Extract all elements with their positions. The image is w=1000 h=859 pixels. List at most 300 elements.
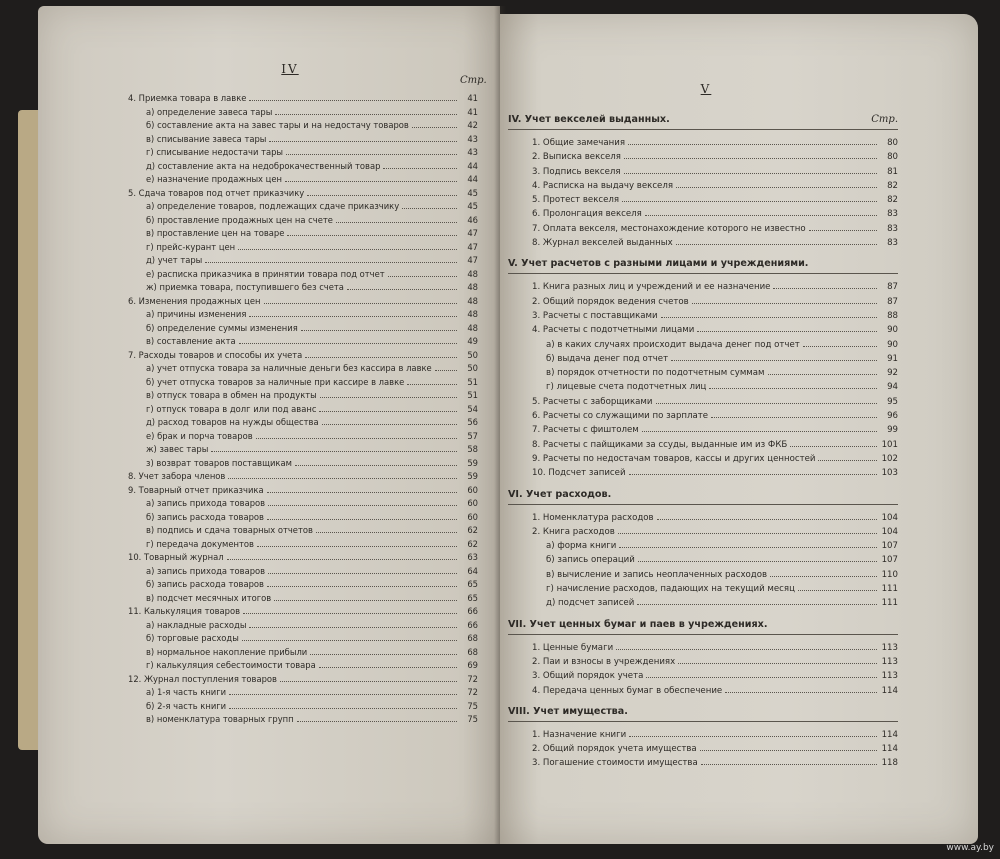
toc-entry — [128, 200, 478, 214]
toc-entry-title: 11. Калькуляция товаров — [128, 606, 241, 616]
toc-entry — [508, 207, 898, 221]
dot-leader — [238, 249, 457, 250]
dot-leader — [692, 303, 877, 304]
watermark: www.ay.by — [946, 843, 994, 853]
toc-entry-title: 2. Выписка векселя — [532, 152, 621, 163]
page-column-label: Стр. — [871, 114, 898, 125]
dot-leader — [803, 346, 877, 347]
toc-entry — [508, 236, 898, 250]
toc-entry — [508, 409, 898, 423]
toc-entry — [128, 578, 478, 592]
dot-leader — [211, 451, 457, 452]
toc-entry-page: 44 — [467, 160, 478, 171]
dot-leader — [711, 417, 877, 418]
toc-entry-title: 1. Общие замечания — [532, 138, 626, 148]
dot-leader — [628, 144, 877, 145]
dot-leader — [661, 317, 877, 318]
toc-entry-title: 8. Учет забора членов — [128, 471, 226, 481]
toc-entry — [508, 323, 898, 337]
toc-entry-title: в) порядок отчетности по подотчетным суммам — [546, 368, 765, 379]
dot-leader — [269, 141, 457, 142]
dot-leader — [268, 573, 457, 574]
toc-entry-title: а) запись прихода товаров — [146, 498, 266, 508]
dot-leader — [768, 374, 877, 375]
toc-entry — [128, 362, 478, 376]
toc-entry-page: 83 — [887, 238, 898, 249]
toc-entry — [508, 295, 898, 309]
toc-entry-title: 12. Журнал поступления товаров — [128, 673, 277, 684]
dot-leader — [656, 403, 877, 404]
toc-entry — [508, 136, 898, 150]
toc-entry-page: 80 — [887, 152, 898, 163]
toc-entry-page: 65 — [467, 592, 478, 603]
toc-entry — [508, 179, 898, 193]
dot-leader — [697, 331, 877, 332]
toc-entry-page: 113 — [881, 671, 898, 682]
dot-leader — [242, 640, 457, 641]
dot-leader — [319, 411, 457, 412]
toc-entry-page: 111 — [881, 584, 898, 595]
toc-entry-title: 3. Общий порядок учета — [532, 671, 644, 682]
toc-entry-page: 47 — [467, 255, 478, 265]
toc-entry-page: 99 — [887, 425, 898, 436]
toc-entry — [508, 568, 898, 582]
toc-entry-title: а) учет отпуска товара за наличные деньги без кассира в лавке — [146, 363, 432, 373]
dot-leader — [264, 303, 457, 304]
toc-entry — [508, 452, 898, 466]
toc-entry-title: а) запись прихода товаров — [146, 565, 266, 576]
section-rule — [508, 721, 898, 722]
toc-entry-title: 2. Общий порядок учета имущества — [532, 744, 697, 755]
dot-leader — [818, 460, 877, 461]
page-number-right: V — [700, 82, 712, 96]
toc-entry — [128, 335, 478, 349]
dot-leader — [678, 663, 877, 664]
section-title: VII. Учет ценных бумаг и паев в учреждениях. — [508, 618, 768, 630]
toc-entry — [128, 511, 478, 525]
dot-leader — [638, 561, 877, 562]
toc-entry-title: б) выдача денег под отчет — [546, 353, 669, 364]
toc-entry — [128, 281, 478, 295]
dot-leader — [319, 667, 457, 668]
dot-leader — [307, 195, 457, 196]
toc-entry-title: 3. Подпись векселя — [532, 166, 621, 177]
dot-leader — [637, 604, 877, 605]
toc-entry-title: 3. Погашение стоимости имущества — [532, 758, 698, 769]
toc-entry-title: 1. Номенклатура расходов — [532, 512, 654, 523]
toc-entry-title: в) нормальное накопление прибыли — [146, 646, 308, 657]
dot-leader — [267, 492, 457, 493]
toc-entry-page: 72 — [467, 673, 478, 684]
toc-entry — [128, 187, 478, 201]
toc-entry-title: а) 1-я часть книги — [146, 687, 227, 697]
toc-entry-page: 118 — [881, 758, 898, 769]
dot-leader — [322, 424, 457, 425]
toc-entry-page: 104 — [881, 512, 898, 523]
dot-leader — [618, 533, 877, 534]
toc-entry-page: 44 — [467, 174, 478, 184]
toc-entry-title: д) расход товаров на нужды общества — [146, 417, 319, 427]
toc-entry — [508, 641, 898, 655]
toc-entry-page: 60 — [467, 484, 478, 495]
toc-entry-page: 104 — [881, 526, 898, 537]
toc-entry-page: 91 — [887, 353, 898, 364]
toc-entry-page: 113 — [881, 642, 898, 653]
dot-leader — [624, 158, 877, 159]
dot-leader — [616, 649, 877, 650]
toc-entry-page: 114 — [881, 744, 898, 755]
section-heading — [508, 112, 898, 127]
toc-entry — [508, 669, 898, 683]
toc-entry — [508, 150, 898, 164]
dot-leader — [402, 208, 457, 209]
toc-entry-page: 75 — [467, 700, 478, 711]
section-rule — [508, 634, 898, 635]
dot-leader — [285, 181, 457, 182]
toc-list-right — [508, 106, 898, 771]
section-title: IV. Учет векселей выданных. — [508, 114, 670, 125]
toc-entry-title: а) причины изменения — [146, 309, 247, 319]
toc-entry-page: 101 — [881, 439, 898, 450]
toc-entry — [128, 524, 478, 538]
toc-entry — [128, 443, 478, 457]
toc-entry — [128, 403, 478, 417]
toc-entry-title: д) составление акта на недоброкачественный товар — [146, 160, 381, 171]
toc-entry-title: 8. Журнал векселей выданных — [532, 238, 673, 249]
toc-entry-title: 5. Сдача товаров под отчет приказчику — [128, 187, 305, 198]
toc-entry — [128, 565, 478, 579]
dot-leader — [229, 708, 457, 709]
dot-leader — [435, 370, 457, 371]
toc-entry-title: 3. Расчеты с поставщиками — [532, 310, 658, 321]
toc-entry-title: 7. Оплата векселя, местонахождение которого не известно — [532, 223, 806, 234]
toc-entry — [128, 605, 478, 619]
toc-entry-page: 92 — [887, 368, 898, 379]
dot-leader — [275, 114, 457, 115]
toc-entry — [508, 466, 898, 480]
toc-entry — [128, 119, 478, 133]
toc-entry — [128, 538, 478, 552]
dot-leader — [676, 244, 877, 245]
toc-entry-title: 5. Расчеты с заборщиками — [532, 396, 653, 407]
toc-entry-title: г) списывание недостачи тары — [146, 147, 284, 157]
toc-entry — [508, 596, 898, 610]
toc-entry-title: в) подсчет месячных итогов — [146, 592, 272, 603]
toc-entry — [128, 619, 478, 633]
dot-leader — [227, 559, 457, 560]
dot-leader — [657, 519, 877, 520]
section-heading — [508, 704, 898, 719]
toc-entry-page: 113 — [881, 656, 898, 667]
toc-entry-page: 51 — [467, 376, 478, 387]
toc-entry — [128, 349, 478, 363]
dot-leader — [619, 547, 877, 548]
toc-entry-page: 48 — [467, 322, 478, 333]
dot-leader — [701, 764, 877, 765]
toc-entry-page: 66 — [467, 606, 478, 616]
toc-entry-title: г) калькуляция себестоимости товара — [146, 660, 316, 670]
dot-leader — [257, 546, 457, 547]
toc-entry — [128, 713, 478, 727]
dot-leader — [316, 532, 457, 533]
right-page — [500, 14, 978, 844]
toc-entry — [128, 686, 478, 700]
toc-entry-title: 6. Пролонгация векселя — [532, 209, 642, 220]
toc-entry-title: б) запись расхода товаров — [146, 579, 264, 589]
toc-entry-page: 63 — [467, 552, 478, 562]
toc-entry-page: 94 — [887, 382, 898, 393]
toc-entry-title: а) в каких случаях происходит выдача денег под отчет — [546, 339, 800, 350]
dot-leader — [646, 677, 877, 678]
dot-leader — [243, 613, 457, 614]
page-column-label: Стр. — [460, 75, 487, 86]
toc-entry-page: 114 — [881, 685, 898, 696]
toc-entry — [128, 254, 478, 268]
toc-entry-page: 72 — [467, 687, 478, 697]
section-title: VI. Учет расходов. — [508, 488, 612, 500]
toc-entry-title: б) торговые расходы — [146, 633, 239, 643]
toc-entry-page: 48 — [467, 309, 478, 319]
toc-entry — [508, 366, 898, 380]
toc-entry-title: 9. Расчеты по недостачам товаров, кассы и других ценностей — [532, 453, 816, 464]
section-rule — [508, 129, 898, 130]
dot-leader — [268, 505, 457, 506]
toc-entry-page: 96 — [887, 411, 898, 422]
dot-leader — [249, 627, 457, 628]
dot-leader — [301, 330, 457, 331]
toc-entry — [128, 241, 478, 255]
toc-entry — [508, 684, 898, 698]
toc-entry — [128, 389, 478, 403]
toc-entry-page: 48 — [467, 268, 478, 279]
toc-entry-page: 54 — [467, 403, 478, 414]
toc-entry-page: 82 — [887, 180, 898, 191]
toc-entry-page: 56 — [467, 417, 478, 427]
toc-entry-title: 6. Расчеты со служащими по зарплате — [532, 411, 709, 422]
toc-entry — [508, 193, 898, 207]
toc-entry — [128, 308, 478, 322]
toc-entry-title: ж) завес тары — [146, 444, 209, 454]
dot-leader — [347, 289, 457, 290]
toc-entry-page: 62 — [467, 525, 478, 535]
toc-entry — [508, 582, 898, 596]
dot-leader — [671, 360, 877, 361]
toc-entry-title: 6. Изменения продажных цен — [128, 295, 261, 306]
dot-leader — [773, 288, 877, 289]
dot-leader — [239, 343, 457, 344]
dot-leader — [388, 276, 457, 277]
toc-entry-page: 87 — [887, 282, 898, 293]
toc-entry-page: 45 — [467, 201, 478, 211]
toc-entry-page: 107 — [881, 541, 898, 552]
toc-entry — [128, 632, 478, 646]
toc-entry-page: 83 — [887, 223, 898, 234]
toc-entry-title: а) форма книги — [546, 541, 617, 552]
dot-leader — [709, 388, 877, 389]
toc-entry — [508, 338, 898, 352]
toc-entry-page: 62 — [467, 538, 478, 549]
toc-entry-page: 43 — [467, 147, 478, 157]
toc-entry-page: 47 — [467, 241, 478, 252]
toc-entry — [128, 551, 478, 565]
toc-entry-page: 47 — [467, 228, 478, 238]
dot-leader — [310, 654, 457, 655]
toc-entry — [128, 106, 478, 120]
toc-entry-page: 45 — [467, 187, 478, 198]
toc-entry-page: 90 — [887, 325, 898, 336]
toc-entry-page: 46 — [467, 214, 478, 225]
toc-entry-title: 7. Расчеты с фиштолем — [532, 425, 639, 436]
toc-entry-page: 95 — [887, 396, 898, 407]
toc-entry-page: 48 — [467, 282, 478, 292]
toc-entry-title: г) передача документов — [146, 538, 254, 549]
toc-entry-page: 41 — [467, 93, 478, 103]
toc-entry — [508, 222, 898, 236]
toc-entry-title: 10. Товарный журнал — [128, 552, 224, 562]
toc-entry-page: 75 — [467, 714, 478, 724]
toc-entry-title: 10. Подсчет записей — [532, 468, 626, 479]
toc-entry — [508, 280, 898, 294]
toc-entry-page: 50 — [467, 349, 478, 360]
toc-entry-title: в) проставление цен на товаре — [146, 228, 285, 238]
toc-entry — [508, 438, 898, 452]
toc-entry — [128, 227, 478, 241]
toc-entry-page: 51 — [467, 390, 478, 400]
dot-leader — [305, 357, 457, 358]
toc-entry-page: 102 — [881, 453, 898, 464]
toc-entry-title: 9. Товарный отчет приказчика — [128, 484, 264, 495]
toc-entry-title: з) возврат товаров поставщикам — [146, 457, 292, 468]
toc-entry — [508, 539, 898, 553]
toc-entry-page: 68 — [467, 646, 478, 657]
toc-entry-title: е) брак и порча товаров — [146, 430, 253, 441]
toc-entry — [128, 497, 478, 511]
toc-entry-title: 8. Расчеты с пайщиками за ссуды, выданные им из ФКБ — [532, 439, 788, 450]
dot-leader — [274, 600, 457, 601]
toc-entry-title: 1. Книга разных лиц и учреждений и ее назначение — [532, 282, 771, 293]
toc-entry — [128, 322, 478, 336]
toc-entry — [128, 700, 478, 714]
section-rule — [508, 273, 898, 274]
toc-entry — [128, 133, 478, 147]
section-heading — [508, 487, 898, 502]
toc-entry — [128, 160, 478, 174]
toc-entry — [508, 742, 898, 756]
dot-leader — [676, 187, 877, 188]
dot-leader — [249, 100, 457, 101]
toc-entry-title: г) отпуск товара в долг или под аванс — [146, 403, 317, 414]
toc-entry-page: 43 — [467, 133, 478, 144]
toc-entry-title: в) составление акта — [146, 336, 236, 346]
dot-leader — [297, 721, 457, 722]
toc-entry — [128, 268, 478, 282]
toc-entry-title: в) вычисление и запись неоплаченных расходов — [546, 569, 768, 580]
toc-entry-title: г) начисление расходов, падающих на текущий месяц — [546, 584, 795, 595]
toc-entry-page: 60 — [467, 498, 478, 508]
toc-entry-page: 68 — [467, 633, 478, 643]
toc-entry-page: 49 — [467, 336, 478, 346]
dot-leader — [645, 215, 877, 216]
toc-entry-title: 4. Приемка товара в лавке — [128, 93, 247, 103]
toc-entry-title: в) подпись и сдача товарных отчетов — [146, 525, 313, 535]
section-title: VIII. Учет имущества. — [508, 705, 628, 717]
toc-entry-page: 80 — [887, 138, 898, 148]
toc-entry-title: б) запись расхода товаров — [146, 511, 264, 522]
toc-entry — [128, 376, 478, 390]
left-page — [38, 6, 500, 844]
dot-leader — [725, 692, 877, 693]
toc-entry — [128, 173, 478, 187]
toc-entry-page: 42 — [467, 120, 478, 130]
toc-entry — [128, 457, 478, 471]
toc-entry-page: 50 — [467, 363, 478, 373]
toc-entry — [128, 295, 478, 309]
dot-leader — [790, 446, 877, 447]
toc-entry-title: 7. Расходы товаров и способы их учета — [128, 349, 303, 360]
toc-entry-title: б) запись операций — [546, 555, 635, 566]
dot-leader — [700, 750, 877, 751]
dot-leader — [267, 519, 457, 520]
toc-entry — [508, 525, 898, 539]
dot-leader — [622, 201, 877, 202]
page-number-left: IV — [281, 62, 299, 76]
toc-entry-page: 114 — [881, 729, 898, 740]
dot-leader — [256, 438, 457, 439]
toc-entry-title: б) учет отпуска товаров за наличные при кассире в лавке — [146, 376, 405, 387]
toc-entry — [128, 92, 478, 106]
dot-leader — [320, 397, 457, 398]
dot-leader — [336, 222, 457, 223]
toc-entry — [508, 728, 898, 742]
toc-entry-title: 1. Ценные бумаги — [532, 642, 614, 653]
toc-entry-title: в) списывание завеса тары — [146, 133, 267, 144]
toc-entry — [508, 309, 898, 323]
toc-entry — [508, 395, 898, 409]
toc-entry-page: 69 — [467, 660, 478, 670]
toc-entry — [508, 553, 898, 567]
toc-entry-page: 65 — [467, 579, 478, 589]
toc-entry-title: 2. Общий порядок ведения счетов — [532, 296, 689, 307]
toc-entry — [128, 592, 478, 606]
dot-leader — [798, 590, 877, 591]
toc-entry-page: 107 — [881, 555, 898, 566]
toc-entry-title: б) 2-я часть книги — [146, 700, 227, 711]
toc-list-left — [128, 92, 478, 727]
toc-entry-title: 4. Передача ценных бумаг в обеспечение — [532, 685, 723, 696]
toc-entry-page: 57 — [467, 430, 478, 441]
toc-entry-page: 111 — [881, 598, 898, 609]
toc-entry-page: 58 — [467, 444, 478, 454]
toc-entry-title: а) определение завеса тары — [146, 106, 273, 117]
dot-leader — [229, 694, 457, 695]
toc-entry — [508, 380, 898, 394]
dot-leader — [267, 586, 457, 587]
section-heading — [508, 256, 898, 271]
toc-entry-title: г) лицевые счета подотчетных лиц — [546, 382, 707, 393]
toc-entry — [128, 470, 478, 484]
toc-entry-page: 66 — [467, 619, 478, 630]
toc-entry — [128, 146, 478, 160]
dot-leader — [249, 316, 457, 317]
dot-leader — [809, 230, 877, 231]
toc-entry-page: 87 — [887, 296, 898, 307]
toc-entry — [508, 423, 898, 437]
dot-leader — [624, 173, 877, 174]
toc-entry — [128, 416, 478, 430]
dot-leader — [286, 154, 457, 155]
toc-entry-title: а) накладные расходы — [146, 619, 247, 630]
section-title: V. Учет расчетов с разными лицами и учреждениями. — [508, 258, 809, 270]
